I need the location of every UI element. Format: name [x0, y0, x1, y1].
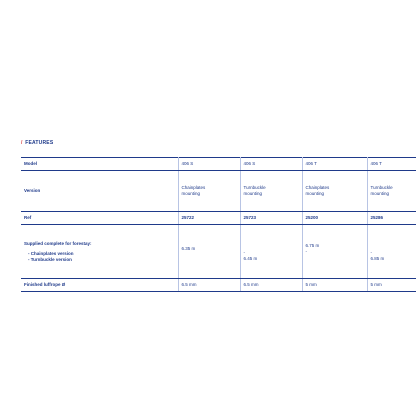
table-row-supplied [21, 225, 416, 279]
supplied-value [178, 225, 240, 279]
table-row-luffrope [21, 279, 416, 292]
luffrope-label: Finished luffrope Ø [21, 279, 178, 292]
supplied-dash: - [370, 249, 372, 255]
version-line: mounting [370, 191, 390, 196]
supplied-label [21, 225, 178, 279]
supplied-length: 6.35 m [181, 245, 196, 251]
version-value [302, 171, 367, 212]
ref-value: 25723 [240, 212, 302, 225]
table-row-ref [21, 212, 416, 225]
features-table [21, 157, 416, 292]
version-value [240, 171, 302, 212]
table-row-model [21, 158, 416, 171]
luffrope-value: 6.5 mm [240, 279, 302, 292]
heading-slash: / [21, 140, 23, 146]
model-value: 406 T [302, 158, 367, 171]
ref-label: Ref [21, 212, 178, 225]
ref-value: 25200 [302, 212, 367, 225]
version-line: Chainplates [305, 185, 330, 190]
luffrope-value: 5 mm [367, 279, 416, 292]
supplied-value [302, 225, 367, 279]
version-line: Chainplates [181, 185, 206, 190]
version-line: mounting [243, 191, 263, 196]
version-line: Turnbuckle [243, 185, 266, 190]
supplied-length: 6.45 m [243, 255, 258, 261]
model-value: 406 T [367, 158, 416, 171]
model-value: 406 S [240, 158, 302, 171]
model-label: Model [21, 158, 178, 171]
model-value: 406 S [178, 158, 240, 171]
supplied-dash: - [243, 249, 245, 255]
ref-value: 25722 [178, 212, 240, 225]
version-value [367, 171, 416, 212]
supplied-length: 6.75 m [305, 242, 320, 248]
version-line: mounting [305, 191, 325, 196]
supplied-bullet: - Chainplates version [28, 250, 74, 256]
supplied-length: 6.85 m [370, 255, 385, 261]
version-label: Version [21, 171, 178, 212]
supplied-value [240, 225, 302, 279]
supplied-value [367, 225, 416, 279]
ref-value: 25286 [367, 212, 416, 225]
version-line: mounting [181, 191, 201, 196]
supplied-title: Supplied complete for forestay: [24, 240, 92, 246]
supplied-bullet: - Turnbuckle version [28, 256, 72, 262]
luffrope-value: 5 mm [302, 279, 367, 292]
version-line: Turnbuckle [370, 185, 393, 190]
luffrope-value: 6.5 mm [178, 279, 240, 292]
features-heading [21, 140, 53, 146]
supplied-dash: - [305, 248, 307, 254]
table-row-version [21, 171, 416, 212]
heading-title: FEATURES [25, 140, 54, 146]
version-value [178, 171, 240, 212]
